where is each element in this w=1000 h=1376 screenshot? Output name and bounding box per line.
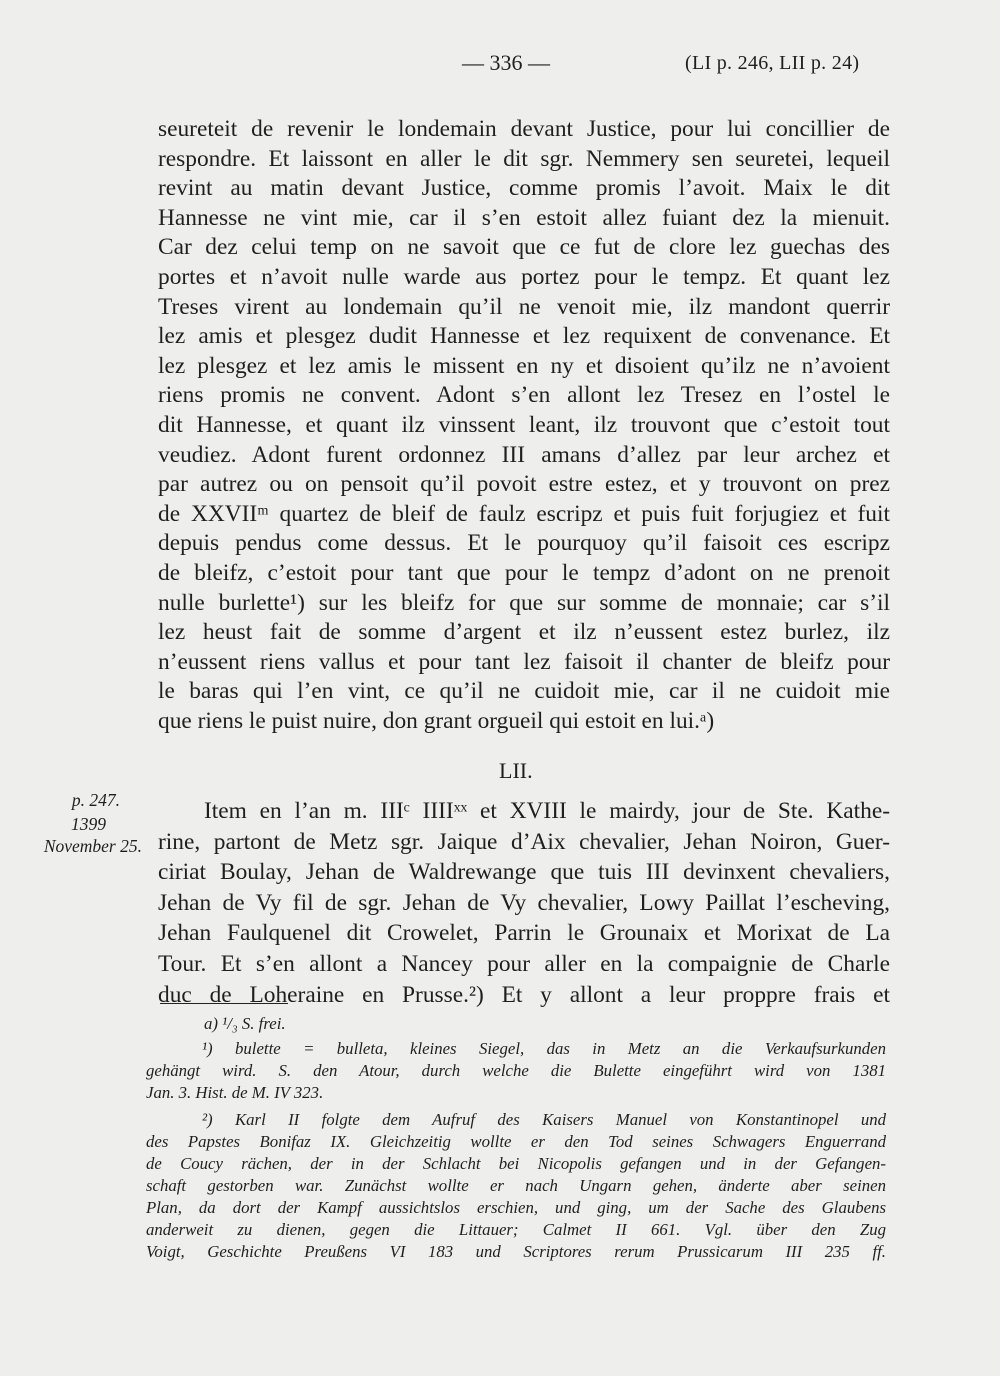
text-line: Jehan de Vy fil de sgr. Jehan de Vy chevalier, Lowy Paillat l’escheving,	[158, 889, 890, 916]
footnote-a: a) ¹/₃ S. frei.	[204, 1014, 286, 1033]
text-line: revint au matin devant Justice, comme promis l’avoit. Maix le dit	[158, 175, 890, 202]
text-line: ciriat Boulay, Jehan de Waldrewange que tuis III devinxent chevaliers,	[158, 859, 890, 886]
text-line: Tour. Et s’en allont a Nancey pour aller en la compaignie de Charle	[158, 951, 890, 977]
text-line: de bleifz, c’estoit pour tant que pour le tempz d’adont on ne prenoit	[158, 560, 890, 586]
running-reference: (LI p. 246, LII p. 24)	[685, 52, 860, 74]
text-line: veudiez. Adont furent ordonnez III amans d’allez par leur archez et	[158, 441, 890, 468]
footnote-2-line: des Papstes Bonifaz IX. Gleichzeitig wollte er den Tod seines Schwagers Enguerrand	[146, 1132, 886, 1151]
text-line: rine, partont de Metz sgr. Jaique d’Aix chevalier, Jehan Noiron, Guer-	[158, 828, 890, 855]
footnote-2-line: ²) Karl II folgte dem Aufruf des Kaisers Manuel von Konstantinopel und	[202, 1110, 886, 1129]
footnote-2-line: Plan, da dort der Kampf aussichtslos erschien, und ging, um der Sache des Glaubens	[146, 1198, 886, 1217]
footnote-divider	[160, 1003, 288, 1004]
text-line: nulle burlette¹) sur les bleifz for que sur somme de monnaie; car s’il	[158, 589, 890, 616]
text-line: Hannesse ne vint mie, car il s’en estoit allez fuiant dez la mienuit.	[158, 204, 890, 231]
text-line: Item en l’an m. IIIᶜ IIIIˣˣ et XVIII le mairdy, jour de Ste. Kathe-	[204, 798, 890, 824]
text-line: lez heust fait de somme d’argent et ilz n’eussent estez burlez, ilz	[158, 619, 890, 646]
text-line: portes et n’avoit nulle warde aus portez pour le tempz. Et quant lez	[158, 264, 890, 290]
margin-year: 1399	[71, 814, 106, 834]
footnote-1-line: ¹) bulette = bulleta, kleines Siegel, das in Metz an die Verkaufsurkunden	[202, 1039, 886, 1058]
margin-page-ref: p. 247.	[71, 790, 120, 810]
text-line: duc de Loheraine en Prusse.²) Et y allont a leur proppre frais et	[158, 981, 890, 1008]
page-number: — 336 —	[462, 50, 550, 75]
text-line: lez plesgez et lez amis le missent en ny et disoient qu’ilz ne n’avoient	[158, 352, 890, 379]
margin-date: November 25.	[43, 836, 142, 856]
text-line: dit Hannesse, et quant ilz vinssent leant, ilz trouvont que c’estoit tout	[158, 412, 890, 438]
text-line: de XXVIIᵐ quartez de bleif de faulz escripz et puis fuit forjugiez et fuit	[158, 500, 890, 527]
text-line: n’eussent riens vallus et pour tant lez faisoit il chanter de bleifz pour	[158, 648, 890, 675]
text-line: Treses virent au londemain qu’il ne venoit mie, ilz mandont querrir	[158, 293, 890, 320]
footnote-1-line: gehängt wird. S. den Atour, durch welche die Bulette eingeführt wird von 1381	[146, 1061, 886, 1080]
section-heading: LII.	[499, 758, 533, 783]
footnote-2-line: anderweit zu dienen, gegen die Littauer; Calmet II 661. Vgl. über den Zug	[146, 1220, 886, 1239]
footnote-2-line: schaft gestorben war. Zunächst wollte er nach Ungarn gehen, änderte aber seinen	[146, 1176, 886, 1195]
footnote-1-line: Jan. 3. Hist. de M. IV 323.	[146, 1083, 324, 1102]
text-line: par autrez ou on pensoit qu’il povoit estre estez, et y trouvont on prez	[158, 471, 890, 498]
text-line: le baras qui l’en vint, ce qu’il ne cuidoit mie, car il ne cuidoit mie	[158, 678, 890, 705]
text-line: riens promis ne convent. Adont s’en allont lez Tresez en l’ostel le	[158, 382, 890, 409]
text-line: seureteit de revenir le londemain devant Justice, pour lui concillier de	[158, 116, 890, 142]
footnote-2-line: Voigt, Geschichte Preußens VI 183 und Scriptores rerum Prussicarum III 235 ff.	[146, 1242, 886, 1261]
footnote-2-line: de Coucy rächen, der in der Schlacht bei Nicopolis gefangen und in der Gefangen-	[146, 1154, 886, 1173]
text-line: lez amis et plesgez dudit Hannesse et lez requixent de convenance. Et	[158, 323, 890, 350]
text-line: respondre. Et laissont en aller le dit sgr. Nemmery sen seuretei, lequeil	[158, 145, 890, 172]
text-line: Jehan Faulquenel dit Crowelet, Parrin le Grounaix et Morixat de La	[158, 920, 890, 947]
text-line: depuis pendus come dessus. Et le pourquoy qu’il faisoit ces escripz	[158, 530, 890, 557]
text-line: que riens le puist nuire, don grant orgueil qui estoit en lui.ᵃ)	[158, 708, 715, 734]
text-line: Car dez celui temp on ne savoit que ce fut de clore lez guechas des	[158, 234, 890, 261]
